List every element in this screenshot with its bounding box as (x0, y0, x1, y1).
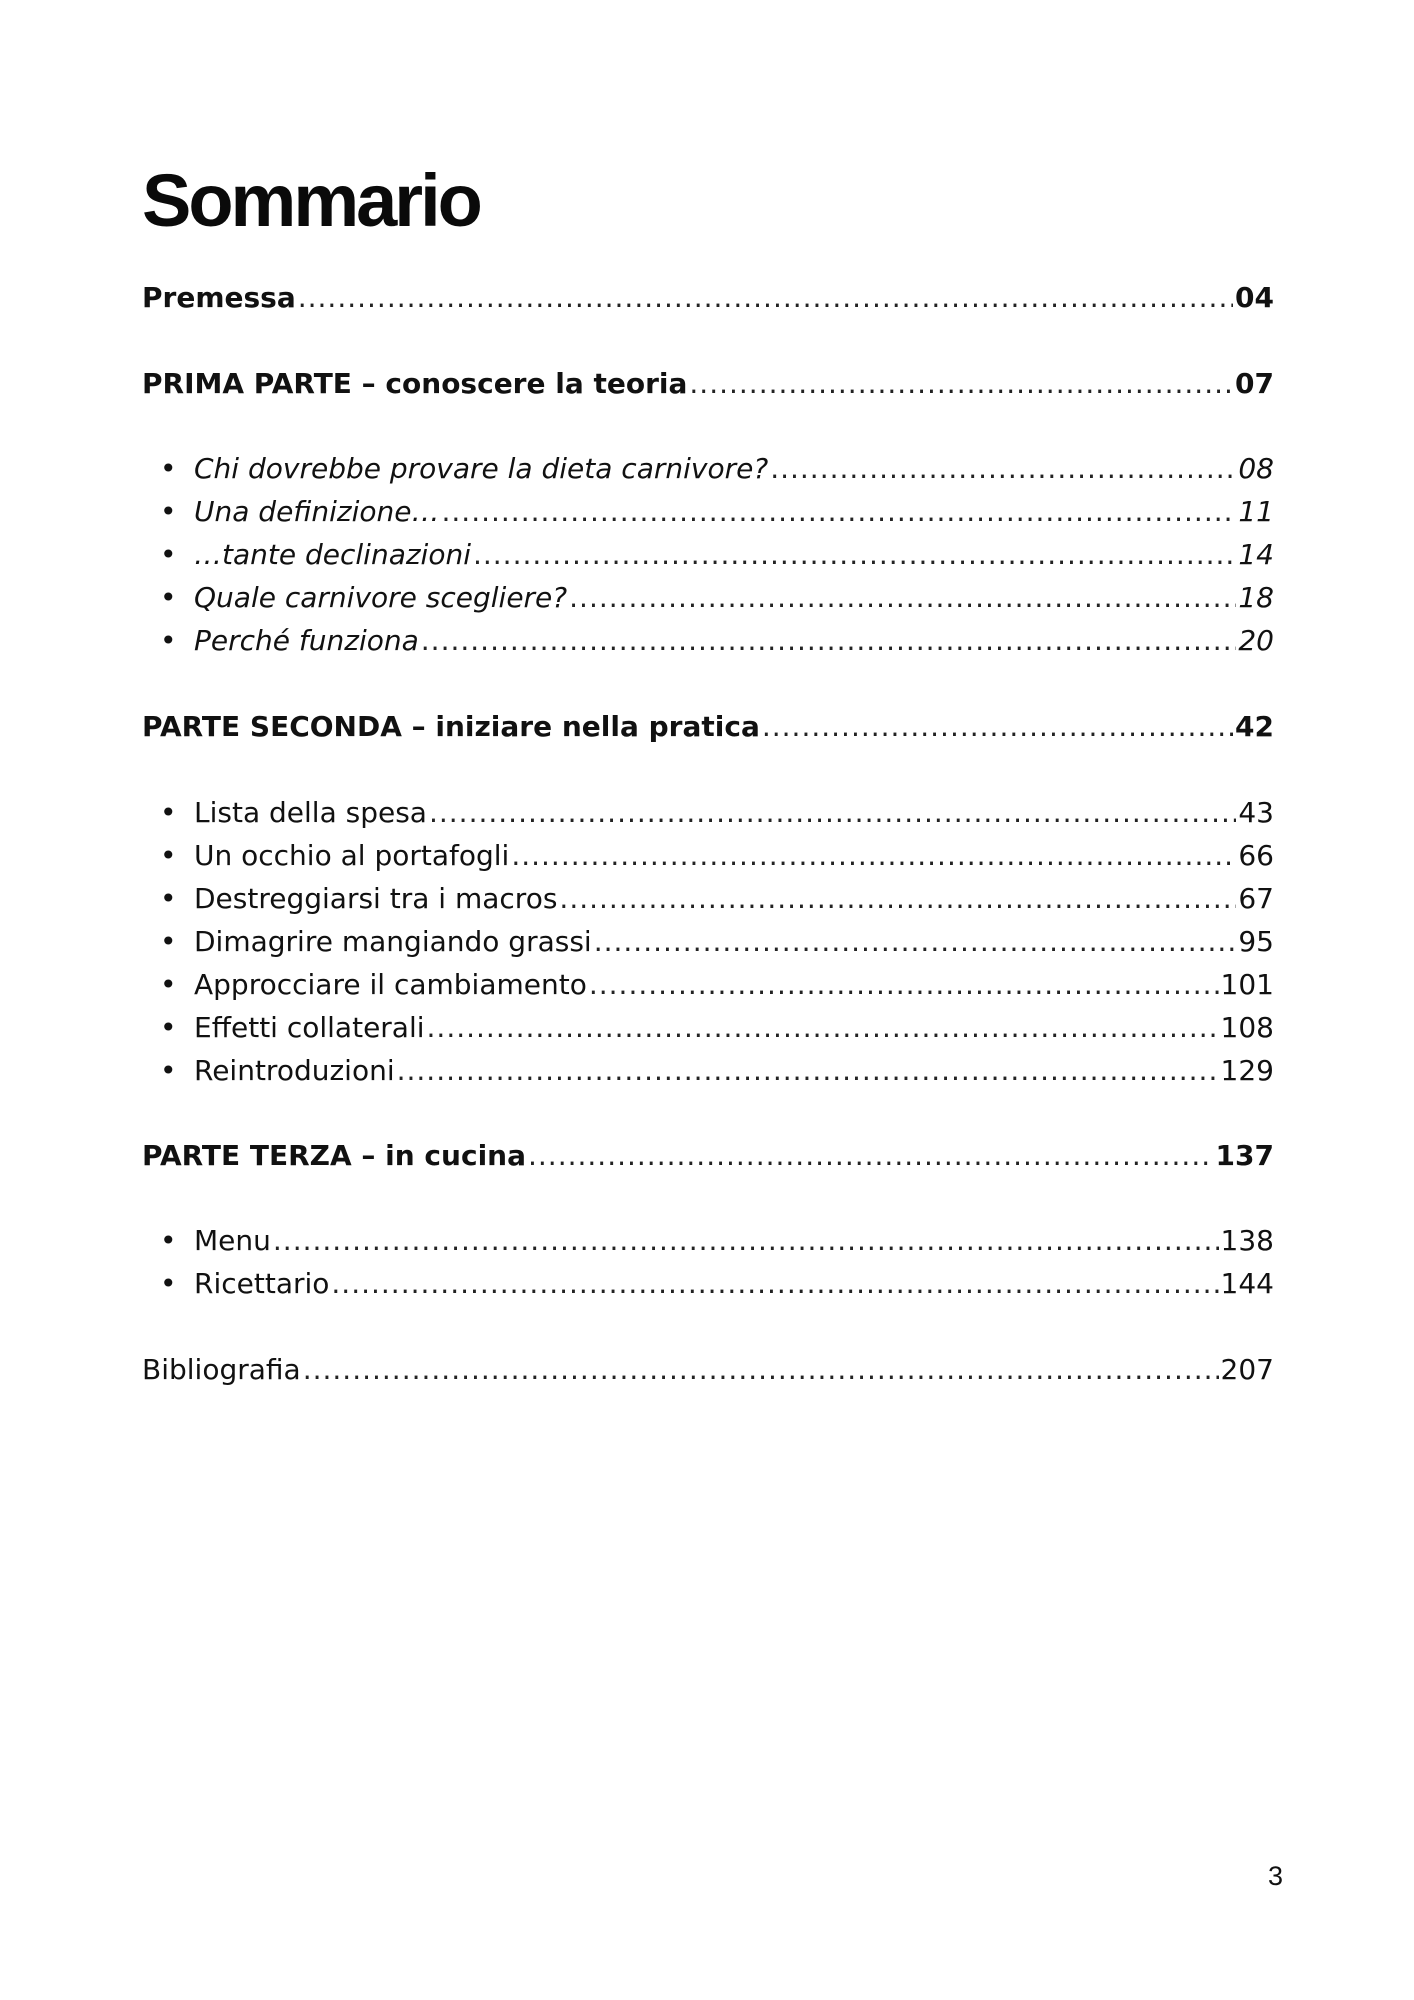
bullet: • (160, 452, 177, 485)
toc-page: 95 (1238, 925, 1274, 958)
dot-leader (559, 879, 1236, 919)
bullet: • (160, 1267, 177, 1300)
toc-label: Dimagrire mangiando grassi (194, 925, 592, 958)
toc-label: Una definizione… (194, 495, 440, 528)
dot-leader (298, 278, 1233, 318)
dot-leader (303, 1350, 1219, 1390)
toc-label: Reintroduzioni (194, 1054, 395, 1087)
page-title: Sommario (142, 159, 480, 242)
toc-label: Lista della spesa (194, 796, 427, 829)
toc-label: Chi dovrebbe provare la dieta carnivore? (194, 452, 769, 485)
toc-label: Perché funziona (194, 624, 419, 657)
dot-leader (569, 578, 1236, 618)
toc-subentry (160, 793, 1274, 833)
toc-subentry (160, 922, 1274, 962)
toc-page: 11 (1238, 495, 1274, 528)
dot-leader (689, 364, 1233, 404)
toc-subentry (160, 621, 1274, 661)
toc-section-parte-seconda (142, 707, 1274, 747)
toc-page: 04 (1235, 281, 1274, 314)
dot-leader (473, 535, 1236, 575)
dot-leader (331, 1264, 1218, 1304)
toc-label: PRIMA PARTE – conoscere la teoria (142, 367, 688, 400)
toc-page: 108 (1220, 1011, 1274, 1044)
page-number: 3 (1268, 1861, 1284, 1891)
bullet: • (160, 796, 177, 829)
bullet: • (160, 495, 177, 528)
dot-leader (427, 1008, 1219, 1048)
toc-page: 07 (1235, 367, 1274, 400)
toc-page: 129 (1220, 1054, 1274, 1087)
toc-label: …tante declinazioni (194, 538, 471, 571)
toc-label: Approcciare il cambiamento (194, 968, 587, 1001)
toc-subentry (160, 1051, 1274, 1091)
toc-label: Bibliografia (142, 1353, 301, 1386)
bullet: • (160, 882, 177, 915)
toc-label: Quale carnivore scegliere? (194, 581, 568, 614)
toc-page: 42 (1235, 710, 1274, 743)
bullet: • (160, 581, 177, 614)
toc-page: 67 (1238, 882, 1274, 915)
toc-label: Premessa (142, 281, 296, 314)
toc-page: 08 (1238, 452, 1274, 485)
toc-label: Destreggiarsi tra i macros (194, 882, 558, 915)
toc-subentry (160, 836, 1274, 876)
dot-leader (429, 793, 1236, 833)
dot-leader (397, 1051, 1219, 1091)
toc-label: Menu (194, 1224, 271, 1257)
toc-label: Effetti collaterali (194, 1011, 425, 1044)
bullet: • (160, 1011, 177, 1044)
toc-subentry (160, 492, 1274, 532)
toc-page: 101 (1220, 968, 1274, 1001)
toc-page: 207 (1220, 1353, 1274, 1386)
toc-page: 43 (1238, 796, 1274, 829)
dot-leader (589, 965, 1219, 1005)
toc-subentry (160, 578, 1274, 618)
toc-label: PARTE SECONDA – iniziare nella pratica (142, 710, 760, 743)
dot-leader (442, 492, 1237, 532)
toc-subentry (160, 1008, 1274, 1048)
toc-label: Un occhio al portafogli (194, 839, 510, 872)
toc-page: 66 (1238, 839, 1274, 872)
dot-leader (528, 1136, 1214, 1176)
toc-page: 18 (1238, 581, 1274, 614)
toc-subentry (160, 1221, 1274, 1261)
toc-entry-bibliografia (142, 1350, 1274, 1390)
toc-page: 14 (1238, 538, 1274, 571)
toc-label: Ricettario (194, 1267, 330, 1300)
bullet: • (160, 839, 177, 872)
toc-page: 20 (1238, 624, 1274, 657)
toc-label: PARTE TERZA – in cucina (142, 1139, 526, 1172)
toc-subentry (160, 965, 1274, 1005)
bullet: • (160, 538, 177, 571)
toc-subentry (160, 879, 1274, 919)
dot-leader (511, 836, 1236, 876)
toc-section-prima-parte (142, 364, 1274, 404)
toc-subentry (160, 1264, 1274, 1304)
bullet: • (160, 1054, 177, 1087)
dot-leader (762, 707, 1233, 747)
dot-leader (770, 449, 1236, 489)
bullet: • (160, 624, 177, 657)
bullet: • (160, 968, 177, 1001)
toc-subentry (160, 449, 1274, 489)
dot-leader (594, 922, 1237, 962)
toc-page: 137 (1215, 1139, 1274, 1172)
toc-entry-premessa (142, 278, 1274, 318)
bullet: • (160, 1224, 177, 1257)
dot-leader (421, 621, 1237, 661)
toc-page: 144 (1220, 1267, 1274, 1300)
bullet: • (160, 925, 177, 958)
toc-page: 138 (1220, 1224, 1274, 1257)
dot-leader (273, 1221, 1219, 1261)
toc-section-parte-terza (142, 1136, 1274, 1176)
toc-subentry (160, 535, 1274, 575)
